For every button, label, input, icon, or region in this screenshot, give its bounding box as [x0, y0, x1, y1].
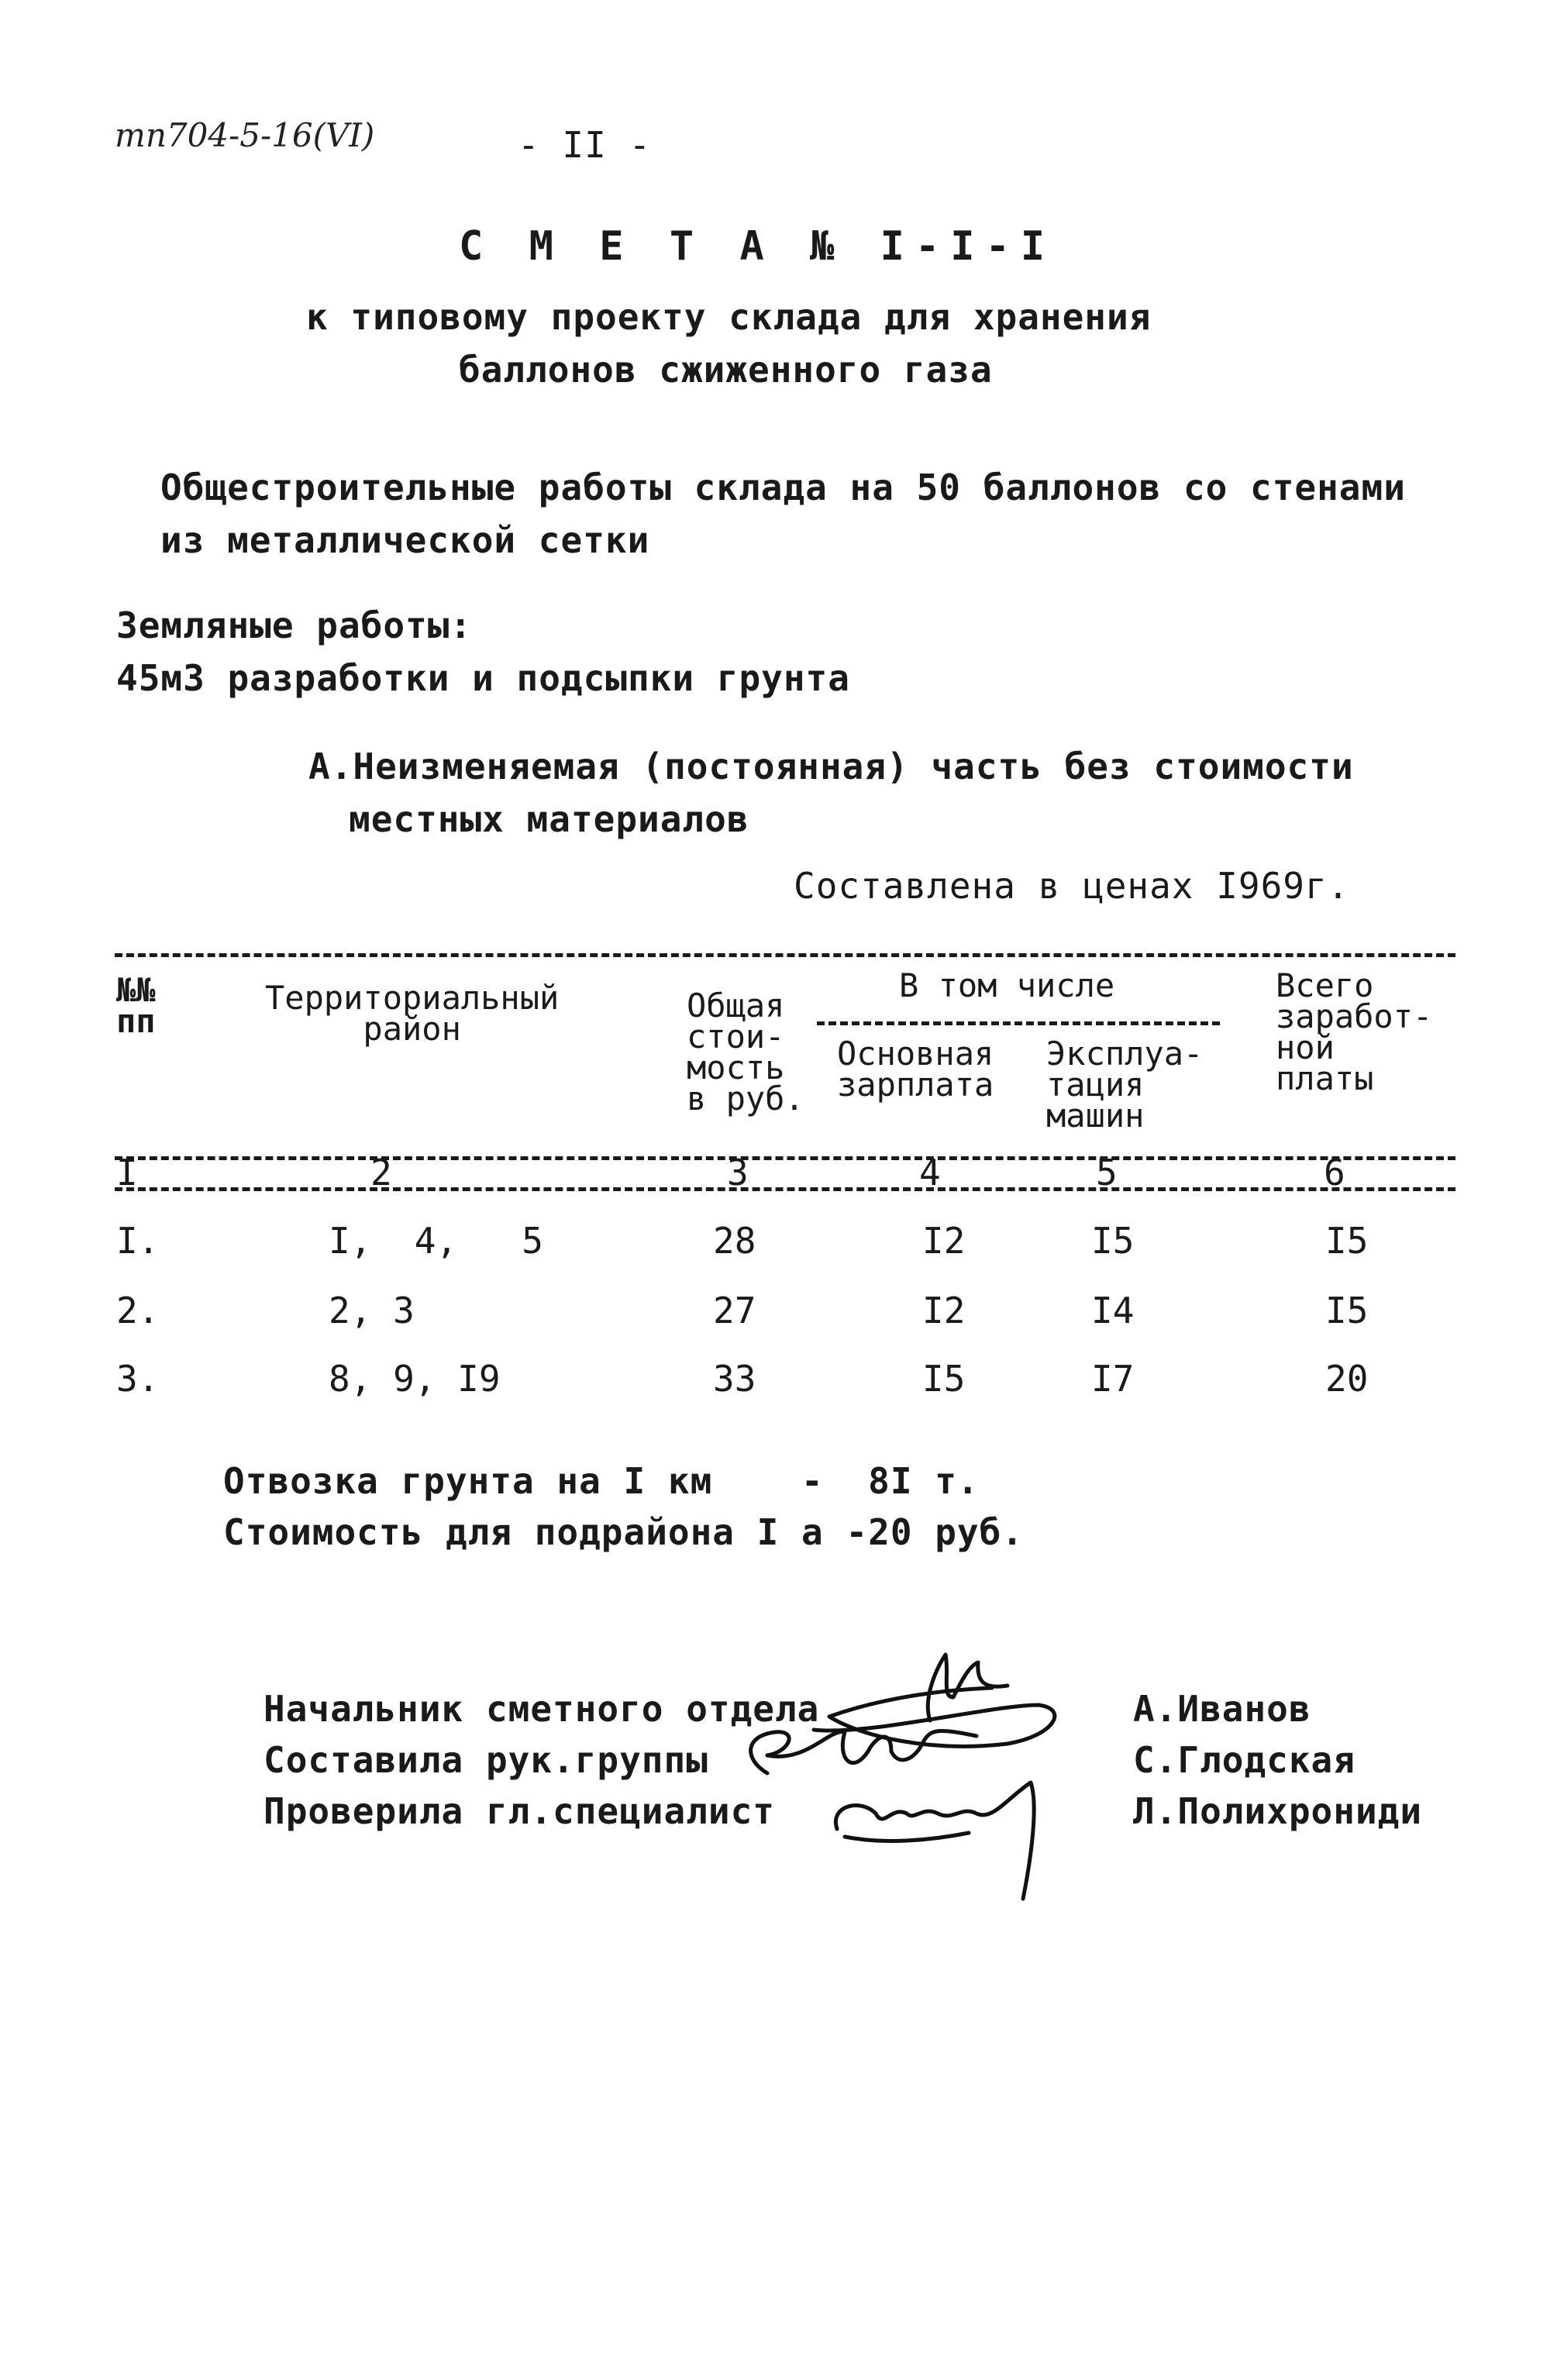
header-machines: Эксплуа- тация машин — [1046, 1035, 1204, 1135]
document-title: С М Е Т А № I-I-I — [459, 223, 1056, 270]
signer-role-3: Проверила гл.специалист — [264, 1790, 775, 1832]
signer-name-2: С.Глодская — [1133, 1739, 1355, 1781]
document-code: тп704-5-16(VI) — [115, 116, 375, 154]
row-total-cost: 28 — [713, 1220, 756, 1262]
row-number: I. — [116, 1220, 160, 1262]
header-total-wage: Всего заработ- ной платы — [1276, 966, 1433, 1097]
row-machines: I5 — [1091, 1220, 1135, 1262]
subtitle-line-1: к типовому проекту склада для хранения — [306, 296, 1152, 338]
row-total-cost: 33 — [713, 1358, 756, 1400]
header-region: Территориальный район — [265, 979, 560, 1048]
works-description-line-1: Общестроительные работы склада на 50 баллонов со стенами — [160, 467, 1406, 508]
signer-role-1: Начальник сметного отдела — [264, 1688, 820, 1730]
row-region: I, 4, 5 — [329, 1220, 543, 1262]
row-machines: I4 — [1091, 1290, 1135, 1331]
subregion-cost-note: Стоимость для подрайона I а -20 руб. — [223, 1511, 1024, 1553]
col-number-6: 6 — [1324, 1152, 1345, 1193]
page-number: - II - — [518, 124, 652, 166]
row-number: 2. — [116, 1290, 160, 1331]
row-total-wage: I5 — [1325, 1290, 1369, 1331]
signer-name-3: Л.Полихрониди — [1133, 1790, 1423, 1832]
signature-3 — [835, 1782, 1034, 1899]
signature-2 — [751, 1731, 977, 1773]
works-description-line-2: из металлической сетки — [160, 519, 650, 561]
row-total-wage: 20 — [1325, 1358, 1369, 1400]
soil-removal-note: Отвозка грунта на I км - 8I т. — [223, 1460, 980, 1502]
row-number: 3. — [116, 1358, 160, 1400]
prices-note: Составлена в ценах I969г. — [794, 865, 1350, 907]
header-including: В том числе — [899, 966, 1115, 1004]
col-number-4: 4 — [919, 1152, 941, 1193]
col-number-5: 5 — [1096, 1152, 1118, 1193]
row-total-wage: I5 — [1325, 1220, 1369, 1262]
col-number-2: 2 — [370, 1152, 392, 1193]
row-machines: I7 — [1091, 1358, 1135, 1400]
header-num: №№ пп — [116, 971, 156, 1040]
subtitle-line-2: баллонов сжиженного газа — [459, 349, 993, 391]
signer-role-2: Составила рук.группы — [264, 1739, 708, 1781]
row-total-cost: 27 — [713, 1290, 756, 1331]
section-a-line-2: местных материалов — [349, 798, 749, 840]
col-number-3: 3 — [727, 1152, 749, 1193]
row-region: 8, 9, I9 — [329, 1358, 501, 1400]
col-number-1: I — [116, 1152, 138, 1193]
row-basic-wage: I2 — [922, 1220, 966, 1262]
row-basic-wage: I5 — [922, 1358, 966, 1400]
signer-name-1: А.Иванов — [1133, 1688, 1311, 1730]
row-basic-wage: I2 — [922, 1290, 966, 1331]
earth-works-volume: 45м3 разработки и подсыпки грунта — [116, 657, 850, 699]
row-region: 2, 3 — [329, 1290, 415, 1331]
header-total-cost: Общая стои- мость в руб. — [687, 987, 804, 1118]
header-basic-wage: Основная зарплата — [837, 1035, 994, 1104]
earth-works-heading: Земляные работы: — [116, 604, 473, 646]
section-a-line-1: А.Неизменяемая (постоянная) часть без стоимости — [308, 746, 1354, 787]
